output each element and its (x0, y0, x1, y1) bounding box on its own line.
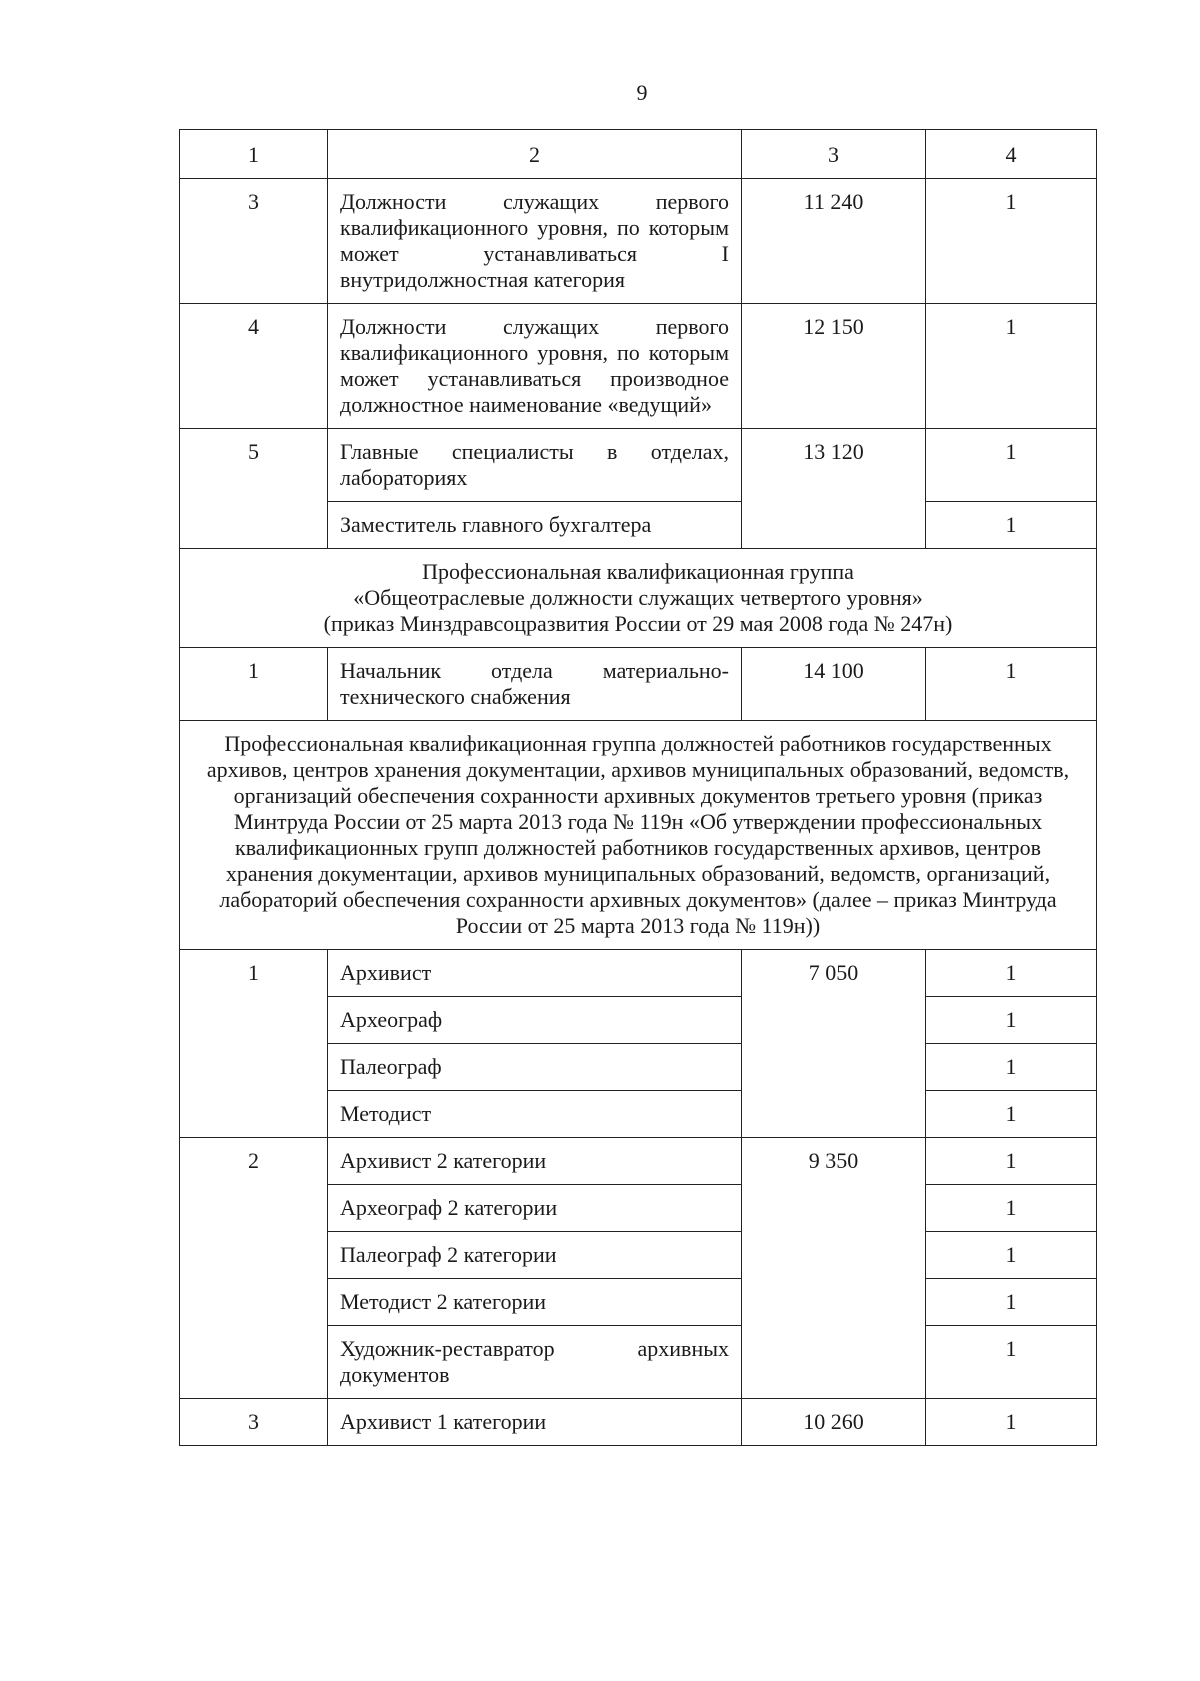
position-name: Методист (328, 1091, 742, 1138)
row-number: 1 (180, 648, 328, 721)
quantity-value: 1 (926, 502, 1097, 549)
group-header-row (180, 549, 1097, 648)
group-header-row (180, 721, 1097, 950)
position-name: Заместитель главного бухгалтера (328, 502, 742, 549)
salary-value: 13 120 (742, 429, 926, 549)
table-row (180, 429, 1097, 502)
row-number: 1 (180, 950, 328, 1138)
quantity-value: 1 (926, 1044, 1097, 1091)
position-name: Археограф (328, 997, 742, 1044)
salary-value: 12 150 (742, 304, 926, 429)
group-title: Профессиональная квалификационная группа (422, 559, 854, 584)
position-name: Архивист (328, 950, 742, 997)
position-name: Археограф 2 категории (328, 1185, 742, 1232)
group-order-ref: (приказ Минздравсоцразвития России от 29 мая 2008 года № 247н) (323, 611, 953, 636)
table-row (180, 179, 1097, 304)
header-cell-1: 1 (180, 130, 328, 179)
header-cell-2: 2 (328, 130, 742, 179)
page-number: 9 (636, 80, 648, 105)
quantity-value: 1 (926, 304, 1097, 429)
quantity-value: 1 (926, 950, 1097, 997)
staff-table (179, 129, 1097, 1446)
salary-value: 10 260 (742, 1399, 926, 1446)
quantity-value: 1 (926, 1399, 1097, 1446)
group-subtitle: «Общеотраслевые должности служащих четвертого уровня» (353, 585, 923, 610)
salary-value: 7 050 (742, 950, 926, 1138)
salary-value: 14 100 (742, 648, 926, 721)
position-name: Начальник отдела материально-технического снабжения (328, 648, 742, 721)
position-name: Архивист 2 категории (328, 1138, 742, 1185)
quantity-value: 1 (926, 1326, 1097, 1399)
position-name: Палеограф 2 категории (328, 1232, 742, 1279)
position-name: Художник-реставратор архивных документов (328, 1326, 742, 1399)
table-header-row (180, 130, 1097, 179)
quantity-value: 1 (926, 997, 1097, 1044)
position-name: Методист 2 категории (328, 1279, 742, 1326)
quantity-value: 1 (926, 1279, 1097, 1326)
quantity-value: 1 (926, 1232, 1097, 1279)
table-row (180, 304, 1097, 429)
row-number: 3 (180, 179, 328, 304)
table-row (180, 1138, 1097, 1185)
position-name: Архивист 1 категории (328, 1399, 742, 1446)
table-row (180, 1399, 1097, 1446)
row-number: 3 (180, 1399, 328, 1446)
quantity-value: 1 (926, 1091, 1097, 1138)
position-name: Должности служащих первого квалификационного уровня, по которым может устанавливаться I внутридолжностная категория (328, 179, 742, 304)
quantity-value: 1 (926, 648, 1097, 721)
quantity-value: 1 (926, 179, 1097, 304)
quantity-value: 1 (926, 429, 1097, 502)
position-name: Палеограф (328, 1044, 742, 1091)
salary-value: 11 240 (742, 179, 926, 304)
table-row (180, 950, 1097, 997)
row-number: 4 (180, 304, 328, 429)
header-cell-4: 4 (926, 130, 1097, 179)
group-header-general-level4 (180, 549, 1097, 648)
quantity-value: 1 (926, 1138, 1097, 1185)
group-header-archives-level3: Профессиональная квалификационная группа должностей работников государственных архивов, центров хранения документации, архивов муниципальных образований, ведомств, организаций обеспечения сохранности архивных документов третьего уровня (приказ Минтруда России от 25 марта 2013 года № 119н «Об утверждении профессиональных квалификационных групп должностей работников государственных архивов, центров хранения документации, архивов муниципальных образований, ведомств, организаций, лабораторий обеспечения сохранности архивных документов» (далее – приказ Минтруда России от 25 марта 2013 года № 119н)) (180, 721, 1097, 950)
table-row (180, 648, 1097, 721)
row-number: 5 (180, 429, 328, 549)
header-cell-3: 3 (742, 130, 926, 179)
row-number: 2 (180, 1138, 328, 1399)
position-name: Должности служащих первого квалификационного уровня, по которым может устанавливаться производное должностное наименование «ведущий» (328, 304, 742, 429)
quantity-value: 1 (926, 1185, 1097, 1232)
position-name: Главные специалисты в отделах, лабораториях (328, 429, 742, 502)
salary-value: 9 350 (742, 1138, 926, 1399)
